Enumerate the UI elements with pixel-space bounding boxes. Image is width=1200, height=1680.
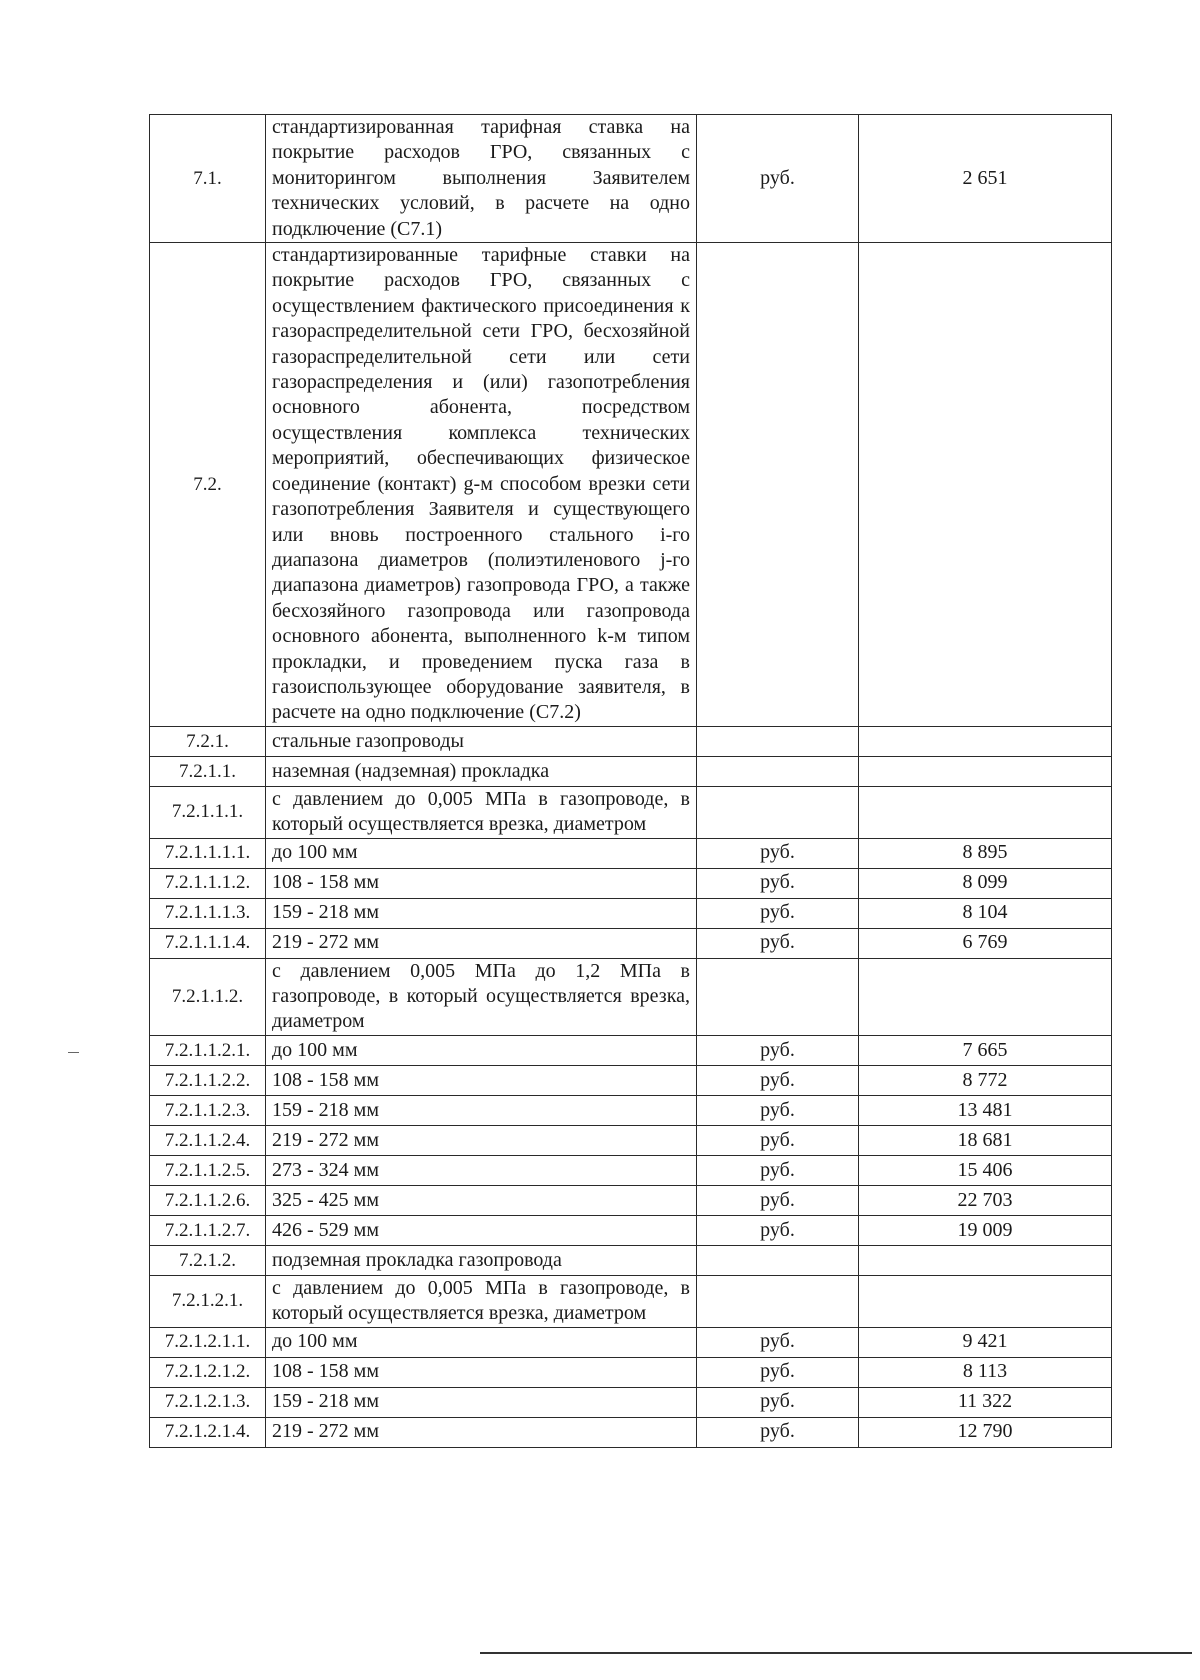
table-row — [150, 898, 1112, 928]
row-number: 7.2.1.2.1.3. — [150, 1387, 266, 1417]
row-unit — [697, 786, 859, 838]
row-name: 108 - 158 мм — [266, 1065, 697, 1095]
row-name: 108 - 158 мм — [266, 1357, 697, 1387]
table-row — [150, 928, 1112, 958]
table-row — [150, 838, 1112, 868]
row-unit: руб. — [697, 1185, 859, 1215]
row-number: 7.2.1.1.2.1. — [150, 1035, 266, 1065]
row-name: до 100 мм — [266, 838, 697, 868]
row-number: 7.2.1.1.1.4. — [150, 928, 266, 958]
row-unit — [697, 1275, 859, 1327]
row-value: 8 104 — [859, 898, 1112, 928]
row-value — [859, 1275, 1112, 1327]
row-name: до 100 мм — [266, 1327, 697, 1357]
table-row — [150, 1245, 1112, 1275]
row-unit — [697, 958, 859, 1035]
row-unit — [697, 756, 859, 786]
row-number: 7.2.1.2.1.1. — [150, 1327, 266, 1357]
row-value — [859, 958, 1112, 1035]
row-unit: руб. — [697, 1387, 859, 1417]
row-name: 219 - 272 мм — [266, 1417, 697, 1447]
row-value: 19 009 — [859, 1215, 1112, 1245]
row-number: 7.2.1.2.1. — [150, 1275, 266, 1327]
row-value: 8 895 — [859, 838, 1112, 868]
row-value — [859, 1245, 1112, 1275]
row-name: 426 - 529 мм — [266, 1215, 697, 1245]
table-row — [150, 115, 1112, 243]
row-unit: руб. — [697, 838, 859, 868]
row-name: 159 - 218 мм — [266, 1095, 697, 1125]
row-name: с давлением до 0,005 МПа в газопроводе, в который осуществляется врезка, диаметром — [266, 786, 697, 838]
row-name: 108 - 158 мм — [266, 868, 697, 898]
footer-rule — [480, 1652, 1192, 1654]
row-unit: руб. — [697, 1327, 859, 1357]
row-number: 7.1. — [150, 115, 266, 243]
row-number: 7.2.1.1.1.1. — [150, 838, 266, 868]
row-value: 7 665 — [859, 1035, 1112, 1065]
table-row — [150, 1035, 1112, 1065]
row-name: 219 - 272 мм — [266, 1125, 697, 1155]
row-number: 7.2.1.1.1. — [150, 786, 266, 838]
row-name: 219 - 272 мм — [266, 928, 697, 958]
table-row — [150, 1387, 1112, 1417]
row-unit: руб. — [697, 1065, 859, 1095]
row-value: 9 421 — [859, 1327, 1112, 1357]
row-name: стандартизированная тарифная ставка на покрытие расходов ГРО, связанных с мониторингом выполнения Заявителем технических условий, в расчете на одно подключение (С7.1) — [266, 115, 697, 243]
row-number: 7.2.1.1.2.2. — [150, 1065, 266, 1095]
row-value: 8 772 — [859, 1065, 1112, 1095]
row-unit: руб. — [697, 898, 859, 928]
row-unit: руб. — [697, 868, 859, 898]
row-value: 18 681 — [859, 1125, 1112, 1155]
row-name: 325 - 425 мм — [266, 1185, 697, 1215]
row-value: 6 769 — [859, 928, 1112, 958]
row-number: 7.2.1.2.1.2. — [150, 1357, 266, 1387]
row-name: 159 - 218 мм — [266, 1387, 697, 1417]
row-number: 7.2.1.1.2.4. — [150, 1125, 266, 1155]
row-name: стальные газопроводы — [266, 726, 697, 756]
table-row — [150, 1185, 1112, 1215]
table-row — [150, 726, 1112, 756]
row-number: 7.2.1.1.2.5. — [150, 1155, 266, 1185]
row-number: 7.2.1.1.1.2. — [150, 868, 266, 898]
row-unit: руб. — [697, 928, 859, 958]
table-row — [150, 1357, 1112, 1387]
table-row — [150, 958, 1112, 1035]
row-unit — [697, 1245, 859, 1275]
row-name: с давлением 0,005 МПа до 1,2 МПа в газопроводе, в который осуществляется врезка, диаметром — [266, 958, 697, 1035]
row-name: 159 - 218 мм — [266, 898, 697, 928]
row-value: 8 113 — [859, 1357, 1112, 1387]
row-number: 7.2.1.1. — [150, 756, 266, 786]
row-number: 7.2.1.1.2.3. — [150, 1095, 266, 1125]
row-name: подземная прокладка газопровода — [266, 1245, 697, 1275]
row-unit: руб. — [697, 1357, 859, 1387]
row-number: 7.2.1.1.2. — [150, 958, 266, 1035]
row-value: 12 790 — [859, 1417, 1112, 1447]
margin-mark — [68, 1052, 79, 1053]
table-row — [150, 1327, 1112, 1357]
row-unit: руб. — [697, 1417, 859, 1447]
row-value: 15 406 — [859, 1155, 1112, 1185]
row-number: 7.2.1.2. — [150, 1245, 266, 1275]
row-number: 7.2.1.2.1.4. — [150, 1417, 266, 1447]
row-unit: руб. — [697, 1035, 859, 1065]
tariff-table — [149, 114, 1112, 1448]
table-row — [150, 1125, 1112, 1155]
row-value — [859, 786, 1112, 838]
row-unit: руб. — [697, 1215, 859, 1245]
row-name: до 100 мм — [266, 1035, 697, 1065]
table-row — [150, 1065, 1112, 1095]
row-number: 7.2.1.1.2.6. — [150, 1185, 266, 1215]
row-value: 8 099 — [859, 868, 1112, 898]
row-number: 7.2.1.1.2.7. — [150, 1215, 266, 1245]
table-row — [150, 1417, 1112, 1447]
row-value: 13 481 — [859, 1095, 1112, 1125]
table-row — [150, 868, 1112, 898]
row-value — [859, 756, 1112, 786]
row-unit: руб. — [697, 115, 859, 243]
row-name: 273 - 324 мм — [266, 1155, 697, 1185]
row-name: наземная (надземная) прокладка — [266, 756, 697, 786]
row-number: 7.2. — [150, 243, 266, 727]
row-name: с давлением до 0,005 МПа в газопроводе, в который осуществляется врезка, диаметром — [266, 1275, 697, 1327]
table-row — [150, 1215, 1112, 1245]
row-number: 7.2.1. — [150, 726, 266, 756]
table-row — [150, 1095, 1112, 1125]
table-row — [150, 756, 1112, 786]
row-number: 7.2.1.1.1.3. — [150, 898, 266, 928]
row-value — [859, 243, 1112, 727]
table-row — [150, 1155, 1112, 1185]
row-value — [859, 726, 1112, 756]
row-unit: руб. — [697, 1155, 859, 1185]
row-value: 22 703 — [859, 1185, 1112, 1215]
row-unit — [697, 243, 859, 727]
table-row — [150, 243, 1112, 727]
row-unit — [697, 726, 859, 756]
table-row — [150, 786, 1112, 838]
table-row — [150, 1275, 1112, 1327]
row-value: 2 651 — [859, 115, 1112, 243]
row-name: стандартизированные тарифные ставки на покрытие расходов ГРО, связанных с осуществлением фактического присоединения к газораспределительной сети ГРО, бесхозяйной газораспределительной сети или сети газораспределения и (или) газопотребления основного абонента, посредством осуществления комплекса технических мероприятий, обеспечивающих физическое соединение (контакт) g-м способом врезки сети газопотребления Заявителя и существующего или вновь построенного стального i-го диапазона диаметров (полиэтиленового j-го диапазона диаметров) газопровода ГРО, а также бесхозяйного газопровода или газопровода основного абонента, выполненного k-м типом прокладки, и проведением пуска газа в газоиспользующее оборудование заявителя, в расчете на одно подключение (С7.2) — [266, 243, 697, 727]
row-unit: руб. — [697, 1125, 859, 1155]
row-unit: руб. — [697, 1095, 859, 1125]
row-value: 11 322 — [859, 1387, 1112, 1417]
